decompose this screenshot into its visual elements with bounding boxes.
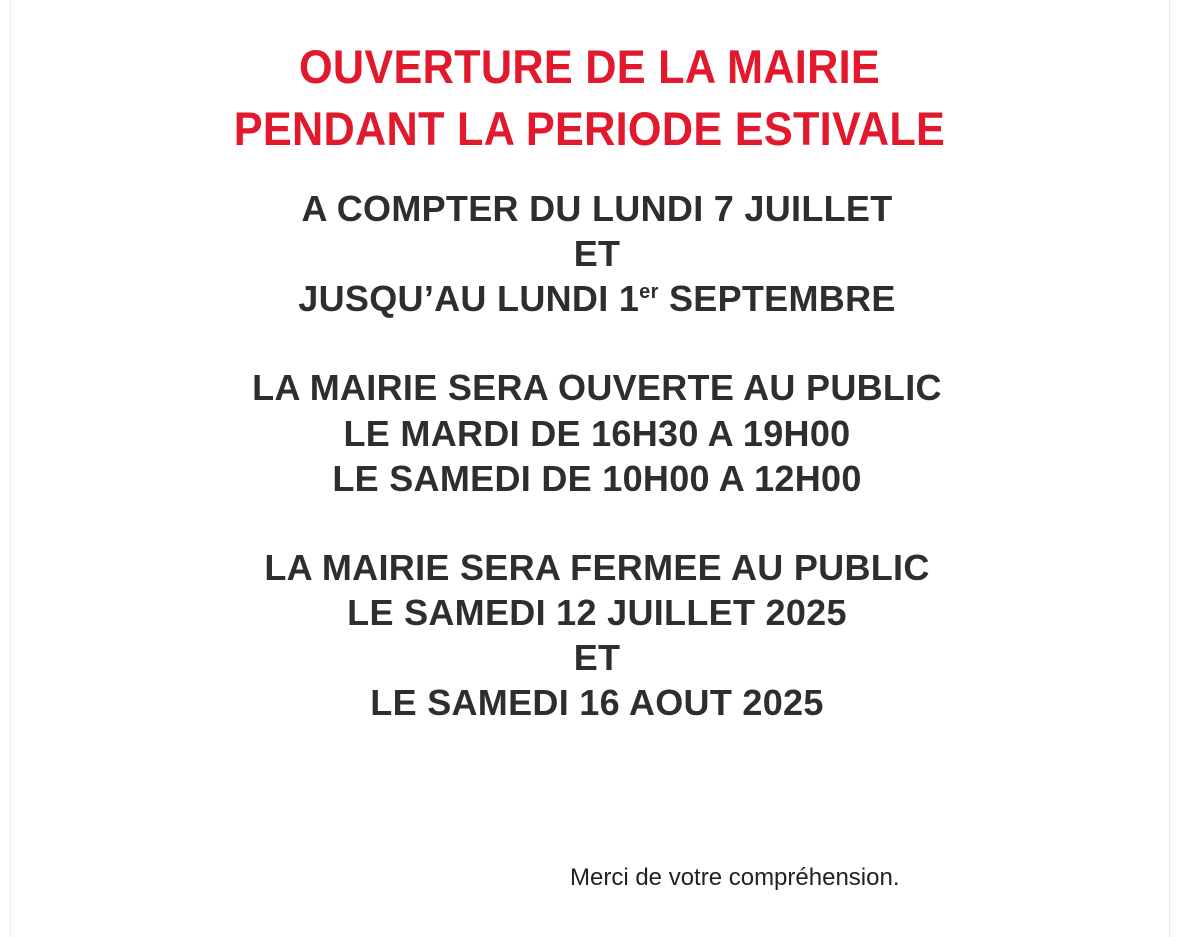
period-start: A COMPTER DU LUNDI 7 JUILLET	[301, 188, 893, 229]
opening-heading: LA MAIRIE SERA OUVERTE AU PUBLIC	[252, 367, 942, 408]
opening-tuesday-hours: LE MARDI DE 16H30 A 19H00	[343, 413, 851, 454]
notice-title-line-2: PENDANT LA PERIODE ESTIVALE	[233, 102, 946, 155]
thanks-note: Merci de votre compréhension.	[570, 864, 900, 891]
period-end-suffix: SEPTEMBRE	[658, 278, 896, 319]
opening-saturday-hours: LE SAMEDI DE 10H00 A 12H00	[332, 458, 862, 499]
period-end-prefix: JUSQU’AU LUNDI 1	[298, 278, 640, 319]
period-end-ordinal: er	[639, 281, 659, 303]
notice-title-line-1: OUVERTURE DE LA MAIRIE	[298, 40, 881, 93]
period-conjunction: ET	[573, 233, 621, 274]
closing-date-2: LE SAMEDI 16 AOUT 2025	[370, 682, 824, 723]
closing-conjunction: ET	[573, 637, 621, 678]
closing-heading: LA MAIRIE SERA FERMEE AU PUBLIC	[264, 547, 930, 588]
period-end	[0, 276, 1179, 321]
closing-date-1: LE SAMEDI 12 JUILLET 2025	[347, 592, 847, 633]
